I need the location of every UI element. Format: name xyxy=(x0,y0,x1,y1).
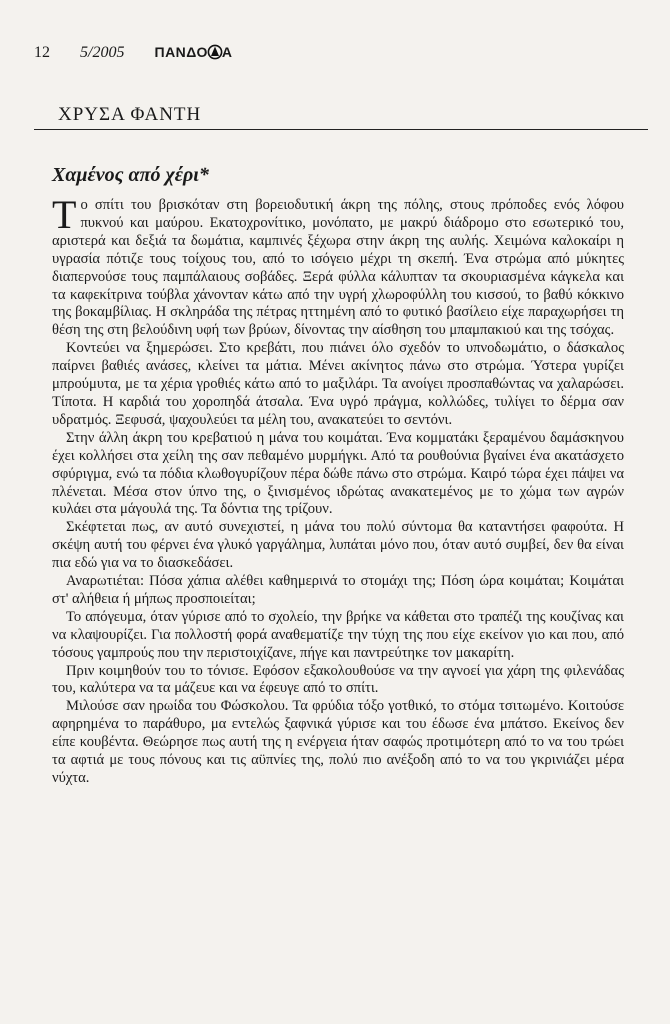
page-number: 12 xyxy=(34,44,50,61)
article-body xyxy=(52,192,624,788)
article-paragraph: Αναρωτιέται: Πόσα χάπια αλέθει καθημερινά το στομάχι της; Πόση ώρα κοιμάται; Κοιμάται στ' αλήθεια ή μήπως προσποιείται; xyxy=(52,573,624,607)
article-paragraph: Το απόγευμα, όταν γύρισε από το σχολείο, την βρήκε να κάθεται στο τραπέζι της κουζίνας και να κλαψουρίζει. Για πολλοστή φορά αναθεματίζε την τύχη της που είχε εκείνον γιο και που, από τόσους γαμπρούς που την περιστοιχίζανε, πήγε και παντρεύτηκε τον μακαρίτη. xyxy=(52,608,624,661)
paragraph-text: ο σπίτι του βρισκόταν στη βορειοδυτική άκρη της πόλης, στους πρόποδες ενός λόφου πυκνού και μαύρου. Εκατοχρονίτικο, μονόπατο, με μακρύ διάδρομο στο εσωτερικό του, αριστερά και δεξιά τα δωμάτια, καμπινές ξέχωρα στην άκρη της αυλής. Χειμώνα καλοκαίρι η υγρασία πότιζε τους τοίχους του, από το ισόγειο μέχρι τη σκεπή. Ένα στρώμα από μύκητες διαπερνούσε τους παμπάλαιους σοβάδες. Ξερά φύλλα κάλυπταν τα σκουριασμένα κάγκελα και τα καφεκίτρινα τούβλα χάνονταν κάτω από την υγρή χλωροφύλλη του κισσού, το βαθύ κόκκινο της βοκαμβίλιας. Η σκληράδα της πέτρας ηττημένη από το φυτικό βασίλειο είχε παραχωρήσει τη θέση της στη βελούδινη υφή των βρύων, δίνοντας την αίσθηση του μπαμπακιού και της τσόχας. xyxy=(52,197,624,339)
running-header xyxy=(34,44,233,62)
article-paragraph xyxy=(52,192,624,340)
article-paragraph: Μιλούσε σαν ηρωίδα του Φώσκολου. Τα φρύδια τόξο γοτθικό, το στόμα τσιτωμένο. Κοιτούσε αφηρημένα το παράθυρο, μα εντελώς ξαφνικά γύρισε και του έδωσε ένα μπάτσο. Εκείνος δεν είπε κουβέντα. Θεώρησε πως αυτή της η ενέργεια ήταν σαφώς προτιμότερη από το να του τρώει τα αφτιά με τους πόνους και τις αϋπνίες της, πολύ πιο ανέξοδη από το να του γκρινιάζει μέρα νύχτα. xyxy=(52,698,624,786)
magazine-name-part-1: ΠΑΝΔΟ xyxy=(154,44,208,60)
pandora-logo-icon xyxy=(207,44,223,60)
section-divider xyxy=(34,129,648,130)
article-paragraph: Σκέφτεται πως, αν αυτό συνεχιστεί, η μάνα του πολύ σύντομα θα καταντήσει φαφούτα. Η σκέψη αυτή του φέρνει ένα γλυκό γαργάλημα, λυπάται μόνο που, όταν αυτό συμβεί, δεν θα είναι πια εδώ για να το διασκεδάσει. xyxy=(52,519,624,572)
article-title: Χαμένος από χέρι* xyxy=(52,164,209,186)
article-paragraph: Κοντεύει να ξημερώσει. Στο κρεβάτι, που πιάνει όλο σχεδόν το υπνοδωμάτιο, ο δάσκαλος παίρνει βαθιές ανάσες, κλείνει τα μάτια. Μένει ακίνητος πάνω στο στρώμα. Ύστερα γυρίζει μπρούμυτα, με τα χέρια γροθιές κάτω από το μαξιλάρι. Τα ανοίγει προσπαθώντας να χαλαρώσει. Τίποτα. Η καρδιά του χοροπηδά άτσαλα. Ένα υγρό πράγμα, κολλώδες, τυλίγει το δέρμα σαν υδρατμός. Ξεφυσά, ψαχουλεύει τα μέλη του, ανακατεύει το σεντόνι. xyxy=(52,340,624,428)
article-paragraph: Στην άλλη άκρη του κρεβατιού η μάνα του κοιμάται. Ένα κομματάκι ξεραμένου δαμάσκηνου έχει κολλήσει στα χείλη της σαν πεθαμένο μυρμήγκι. Από τα ρουθούνια βγαίνει ένα ακατάσχετο σφύριγμα, ενώ τα πόδια κλωθογυρίζουν πέρα δώθε πάνω στο στρώμα. Καιρό τώρα έχει πάψει να πλένεται. Μέσα στον ύπνο της, ο ξινισμένος ιδρώτας ανακατεμένος με το χώμα των αγρών κυλάει στα μάγουλά της. Τα δόντια της τρίζουν. xyxy=(52,429,624,518)
article-paragraph: Πριν κοιμηθούν του το τόνισε. Εφόσον εξακολουθούσε να την αγνοεί για χάρη της φιλενάδας του, καλύτερα να τα μάζευε και να έφευγε από το σπίτι. xyxy=(52,662,624,697)
magazine-name xyxy=(154,44,232,60)
drop-cap: Τ xyxy=(52,192,77,237)
section-title: ΧΡΥΣΑ ΦΑΝΤΗ xyxy=(58,104,202,125)
magazine-name-part-2: Α xyxy=(221,44,233,60)
issue-date: 5/2005 xyxy=(80,44,125,61)
